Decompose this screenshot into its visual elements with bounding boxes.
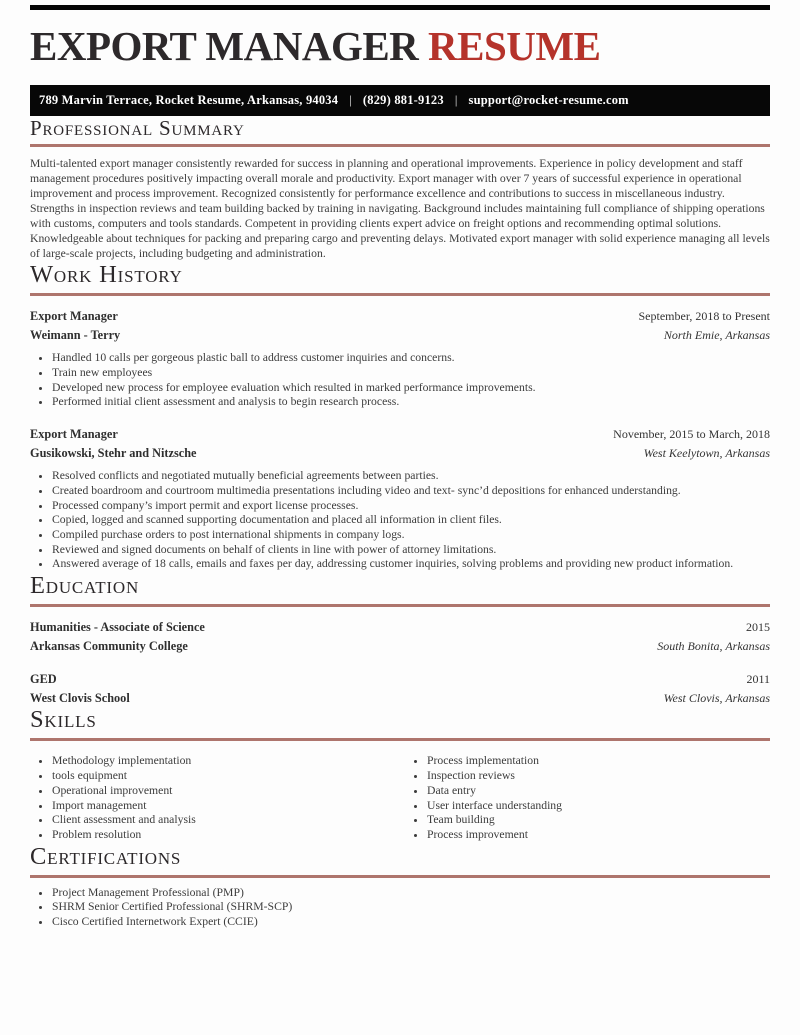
job-title-row	[30, 309, 770, 324]
skill-item: • Client assessment and analysis	[52, 813, 405, 828]
education-degree: GED	[30, 672, 57, 687]
work-history-heading: Work History	[30, 261, 183, 289]
certification-item: • Cisco Certified Internetwork Expert (CCIE)	[52, 915, 770, 930]
job-title: Export Manager	[30, 427, 118, 442]
contact-bar	[30, 85, 770, 116]
certifications-list	[30, 886, 770, 930]
job-company-row	[30, 328, 770, 343]
resume-title	[30, 24, 770, 68]
job-title: Export Manager	[30, 309, 118, 324]
education-degree: Humanities - Associate of Science	[30, 620, 205, 635]
education-heading: Education	[30, 572, 140, 600]
job-company: Gusikowski, Stehr and Nitzsche	[30, 446, 197, 461]
job-bullet-item: • Resolved conflicts and negotiated mutually beneficial agreements between parties.	[52, 469, 770, 484]
skills-column-right	[405, 754, 562, 842]
certification-item: • Project Management Professional (PMP)	[52, 886, 770, 901]
education-year: 2011	[746, 672, 770, 687]
contact-separator: |	[349, 93, 352, 107]
contact-address: 789 Marvin Terrace, Rocket Resume, Arkansas, 94034	[39, 93, 339, 107]
job-bullet-item: • Processed company’s import permit and export license processes.	[52, 499, 770, 514]
section-education	[30, 572, 770, 706]
certification-item: • SHRM Senior Certified Professional (SHRM-SCP)	[52, 900, 770, 915]
education-school: Arkansas Community College	[30, 639, 188, 654]
skill-item: • Inspection reviews	[427, 769, 562, 784]
education-school-row	[30, 639, 770, 654]
skill-item: • Import management	[52, 799, 405, 814]
job-title-row	[30, 427, 770, 442]
skill-item: • tools equipment	[52, 769, 405, 784]
job-bullet-item: • Created boardroom and courtroom multimedia presentations including video and text- sync’d depositions for enhanced understanding.	[52, 484, 770, 499]
contact-phone: (829) 881-9123	[362, 93, 444, 107]
job-entry	[30, 427, 770, 572]
top-accent-rule	[30, 5, 770, 10]
resume-title-primary: EXPORT MANAGER	[30, 23, 429, 69]
education-degree-row	[30, 620, 770, 635]
job-location: North Emie, Arkansas	[663, 328, 770, 343]
work-history-heading-rule	[30, 293, 770, 296]
education-location: South Bonita, Arkansas	[657, 639, 770, 654]
job-entry	[30, 309, 770, 410]
job-company: Weimann - Terry	[30, 328, 121, 343]
skill-item: • Data entry	[427, 784, 562, 799]
job-bullet-list	[30, 469, 770, 572]
skills-column-left	[30, 754, 405, 842]
certifications-heading-rule	[30, 875, 770, 878]
job-bullet-item: • Reviewed and signed documents on behalf of clients in line with power of attorney limitations.	[52, 543, 770, 558]
summary-heading-rule	[30, 144, 770, 147]
certifications-heading: Certifications	[30, 842, 182, 870]
section-certifications	[30, 843, 770, 930]
job-bullet-item: • Handled 10 calls per gorgeous plastic ball to address customer inquiries and concerns.	[52, 351, 770, 366]
skill-item: • User interface understanding	[427, 799, 562, 814]
skill-item: • Process improvement	[427, 828, 562, 843]
summary-paragraph: Multi-talented export manager consistently rewarded for success in planning and operational improvements. Experience in policy development and staff management procedures positively impacting overall morale and productivity. Export manager with over 7 years of successful experience in operational improvement and process improvement. Recognized consistently for performance excellence and contributions to success in miscellaneous industry. Strengths in inspection reviews and team building backed by training in navigating. Background includes maintaining full compliance of shipping operations with customs, computers and tools standards. Competent in providing clients expert advice on freight options and recommending optimal solutions. Knowledgeable about techniques for packing and preparing cargo and preventing delays. Motivated export manager with solid experience managing all levels of large-scale projects, including budgeting and administration.	[30, 157, 770, 261]
resume-title-accent: RESUME	[428, 23, 601, 69]
skill-item: • Methodology implementation	[52, 754, 405, 769]
job-bullet-item: • Copied, logged and scanned supporting documentation and placed all information in client files.	[52, 513, 770, 528]
skill-item: • Problem resolution	[52, 828, 405, 843]
job-location: West Keelytown, Arkansas	[643, 446, 770, 461]
skill-item: • Operational improvement	[52, 784, 405, 799]
job-dates: November, 2015 to March, 2018	[613, 427, 770, 442]
skills-heading-rule	[30, 738, 770, 741]
job-bullet-item: • Compiled purchase orders to post international shipments in company logs.	[52, 528, 770, 543]
skill-item: • Team building	[427, 813, 562, 828]
education-degree-row	[30, 672, 770, 687]
contact-email: support@rocket-resume.com	[468, 93, 629, 107]
education-year: 2015	[746, 620, 770, 635]
education-entry	[30, 620, 770, 654]
skill-item: • Process implementation	[427, 754, 562, 769]
education-school-row	[30, 691, 770, 706]
education-entry	[30, 672, 770, 706]
section-work-history	[30, 261, 770, 572]
job-bullet-item: • Performed initial client assessment and analysis to begin research process.	[52, 395, 770, 410]
summary-heading: Professional Summary	[30, 116, 245, 140]
job-bullet-item: • Answered average of 18 calls, emails and faxes per day, addressing customer inquiries, solving problems and providing new product information.	[52, 557, 770, 572]
section-professional-summary	[30, 116, 770, 261]
job-dates: September, 2018 to Present	[638, 309, 770, 324]
job-bullet-list	[30, 351, 770, 410]
section-skills	[30, 706, 770, 842]
job-bullet-item: • Train new employees	[52, 366, 770, 381]
education-school: West Clovis School	[30, 691, 130, 706]
contact-separator: |	[454, 93, 458, 107]
job-bullet-item: • Developed new process for employee evaluation which resulted in marked performance improvements.	[52, 381, 770, 396]
education-heading-rule	[30, 604, 770, 607]
education-location: West Clovis, Arkansas	[663, 691, 770, 706]
skills-heading: Skills	[30, 706, 97, 734]
skills-columns	[30, 746, 770, 842]
job-company-row	[30, 446, 770, 461]
